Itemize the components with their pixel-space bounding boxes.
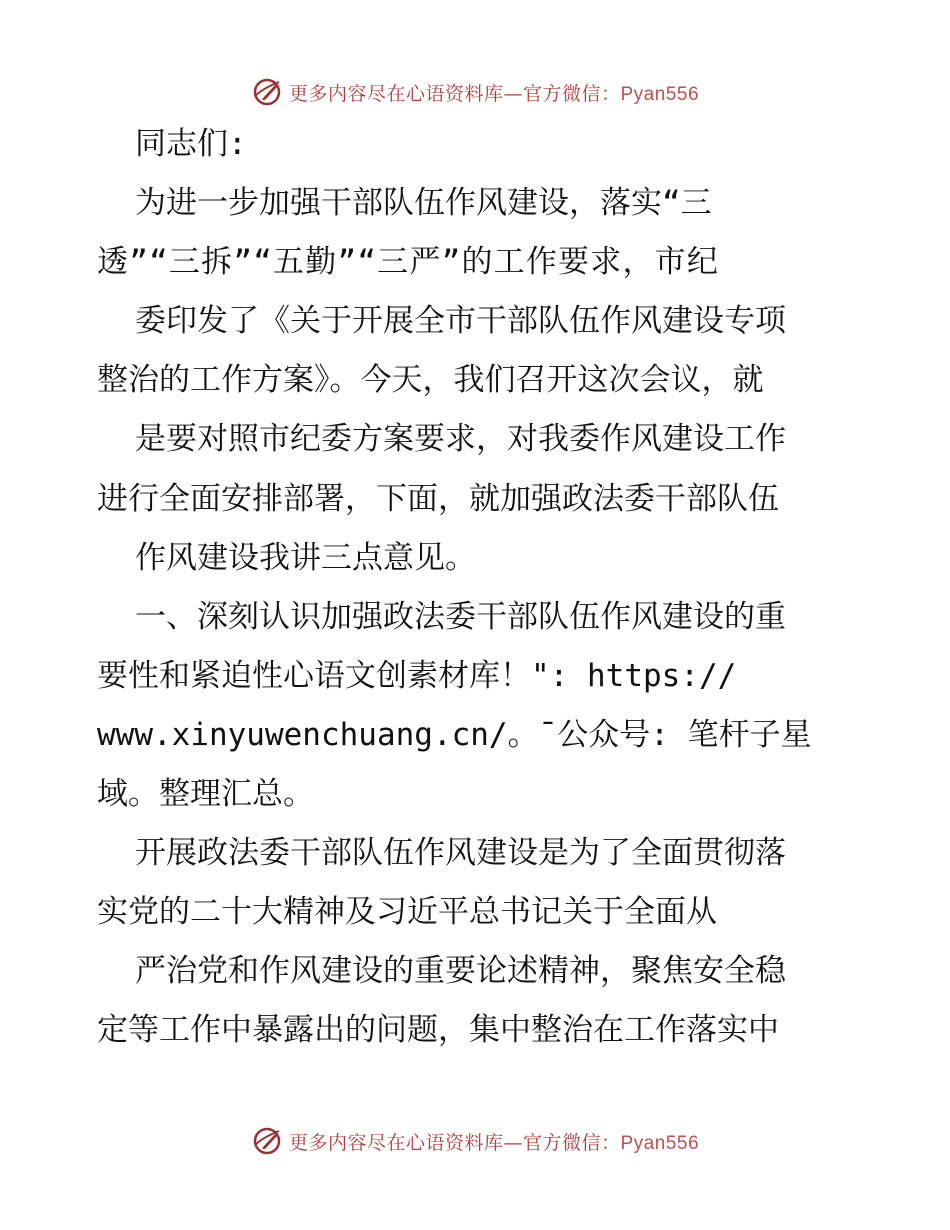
- footer-banner: [0, 1121, 950, 1161]
- pen-logo-icon: [251, 76, 283, 108]
- section-heading-line: 要性和紧迫性心语文创素材库！": https://: [97, 657, 737, 694]
- paragraph-line: 为进一步加强干部队伍作风建设，落实“三: [135, 185, 712, 222]
- pen-logo-icon: [251, 1125, 283, 1157]
- banner-chinese: 更多内容尽在心语资料库—官方微信：: [288, 82, 621, 105]
- paragraph-line: 作风建设我讲三点意见。: [135, 539, 476, 576]
- paragraph-line: 进行全面安排部署，下面，就加强政法委干部队伍: [97, 480, 779, 517]
- banner-text: [289, 1128, 699, 1155]
- section-heading-line: www.xinyuwenchuang.cn/。¯公众号: 笔杆子星: [97, 716, 812, 753]
- paragraph-line: 委印发了《关于开展全市干部队伍作风建设专项: [135, 303, 786, 340]
- paragraph-line: 定等工作中暴露出的问题，集中整治在工作落实中: [97, 1012, 779, 1049]
- banner-chinese: 更多内容尽在心语资料库—官方微信：: [288, 1131, 621, 1154]
- banner-wechat-id: Pyan556: [620, 83, 700, 105]
- paragraph-line: 严治党和作风建设的重要论述精神，聚焦安全稳: [135, 953, 786, 990]
- section-heading-line: 一、深刻认识加强政法委干部队伍作风建设的重: [135, 598, 786, 635]
- section-heading-line: 域。整理汇总。: [97, 776, 314, 813]
- paragraph-line: 整治的工作方案》。今天，我们召开这次会议，就: [97, 362, 764, 399]
- salutation: 同志们:: [135, 126, 247, 162]
- paragraph-line: 透”“三拆”“五勤”“三严”的工作要求，市纪: [97, 244, 720, 281]
- document-body: [97, 115, 857, 1061]
- header-banner: [0, 72, 950, 112]
- banner-text: [289, 79, 699, 106]
- paragraph-line: 开展政法委干部队伍作风建设是为了全面贯彻落: [135, 835, 786, 872]
- banner-wechat-id: Pyan556: [620, 1132, 700, 1154]
- paragraph-line: 实党的二十大精神及习近平总书记关于全面从: [97, 894, 717, 931]
- paragraph-line: 是要对照市纪委方案要求，对我委作风建设工作: [135, 421, 786, 458]
